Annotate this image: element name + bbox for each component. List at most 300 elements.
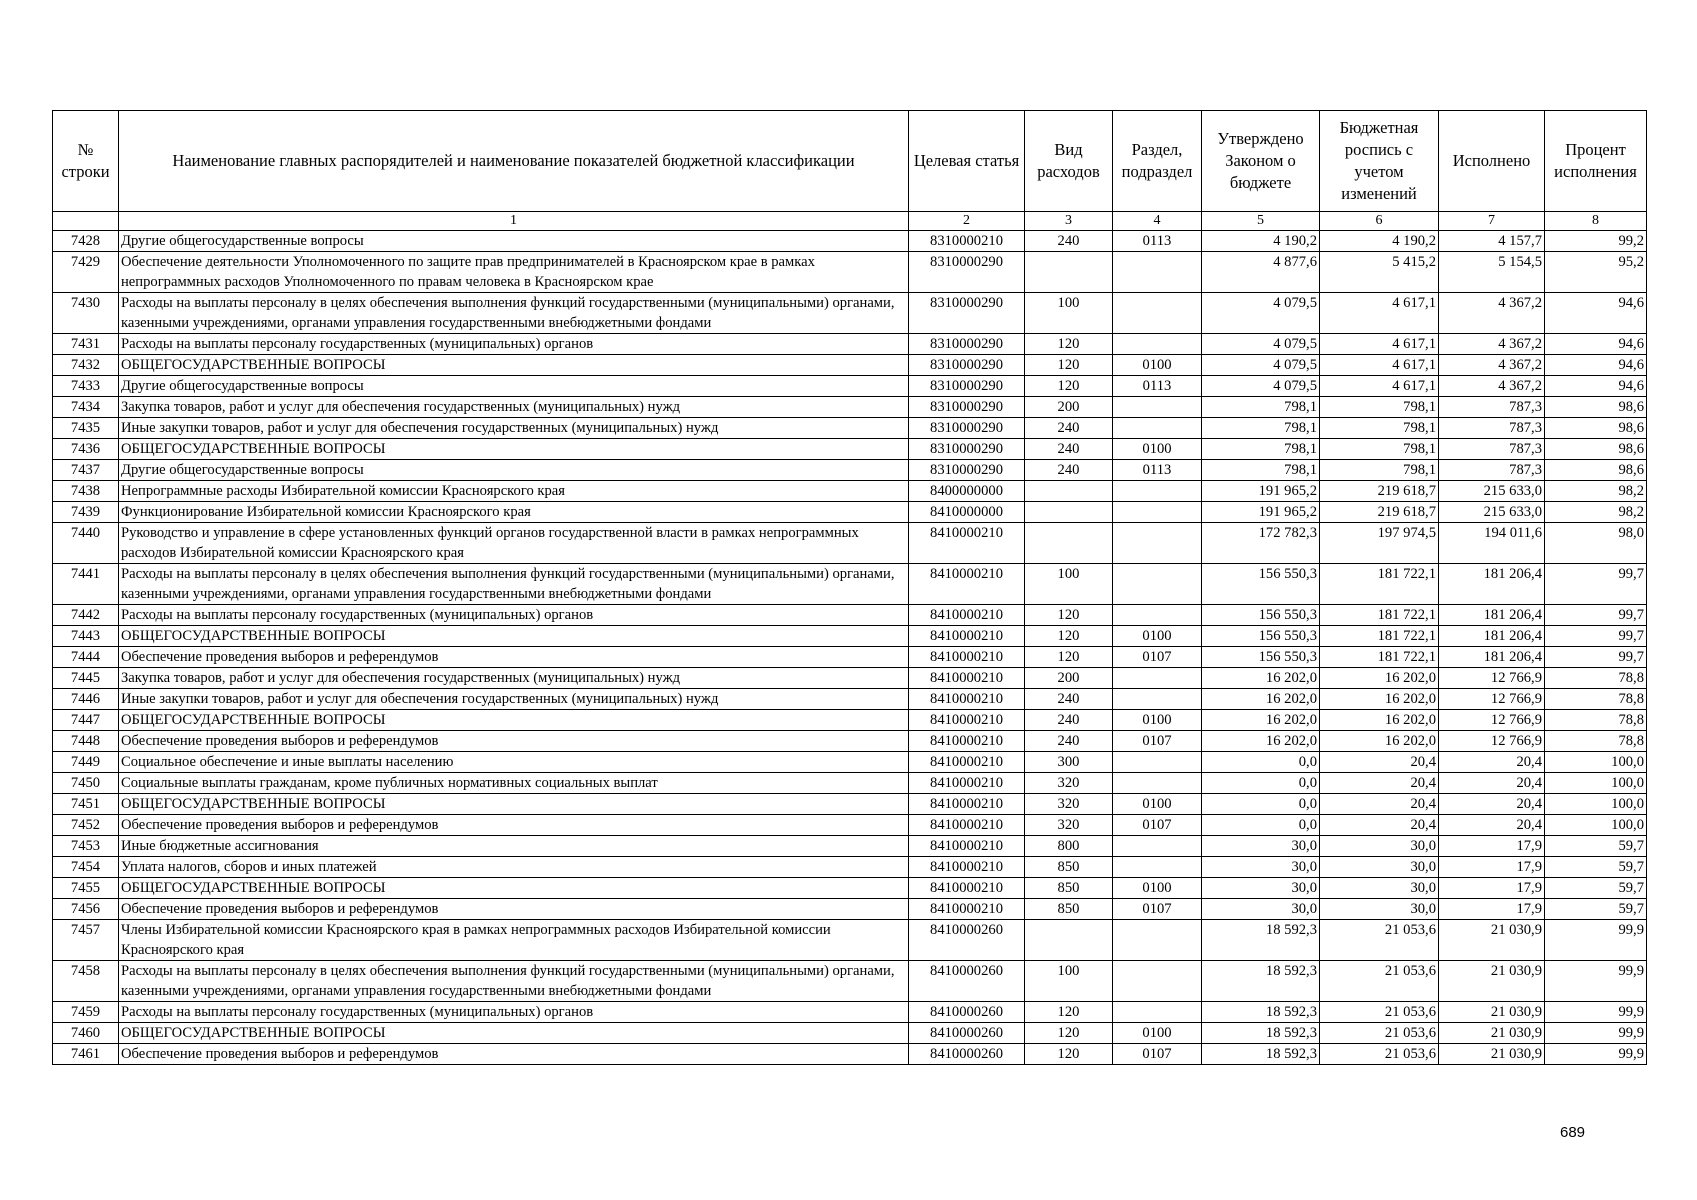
executed-cell: 21 030,9 <box>1439 961 1545 1002</box>
target-article-cell: 8410000210 <box>909 731 1025 752</box>
executed-cell: 181 206,4 <box>1439 626 1545 647</box>
table-row <box>53 920 1647 961</box>
percent-cell: 99,9 <box>1545 961 1647 1002</box>
target-article-cell: 8410000210 <box>909 899 1025 920</box>
executed-cell: 21 030,9 <box>1439 920 1545 961</box>
table-row <box>53 1023 1647 1044</box>
name-cell: Руководство и управление в сфере установленных функций органов государственной власти в рамках непрограммных расходов Избирательной комиссии Красноярского края <box>119 523 909 564</box>
name-cell: ОБЩЕГОСУДАРСТВЕННЫЕ ВОПРОСЫ <box>119 794 909 815</box>
percent-cell: 99,9 <box>1545 1002 1647 1023</box>
name-cell: Расходы на выплаты персоналу в целях обеспечения выполнения функций государственными (муниципальными) органами, казенными учреждениями, органами управления государственными внебюджетными фондами <box>119 564 909 605</box>
table-row <box>53 397 1647 418</box>
row-number-cell: 7447 <box>53 710 119 731</box>
target-article-cell: 8410000210 <box>909 689 1025 710</box>
approved-cell: 0,0 <box>1202 752 1320 773</box>
approved-cell: 16 202,0 <box>1202 668 1320 689</box>
expense-type-cell: 320 <box>1025 773 1113 794</box>
table-row <box>53 689 1647 710</box>
executed-cell: 181 206,4 <box>1439 647 1545 668</box>
header-name: Наименование главных распорядителей и наименование показателей бюджетной классификации <box>119 111 909 212</box>
row-number-cell: 7459 <box>53 1002 119 1023</box>
percent-cell: 99,9 <box>1545 920 1647 961</box>
target-article-cell: 8410000260 <box>909 1023 1025 1044</box>
header-section: Раздел, подраздел <box>1113 111 1202 212</box>
name-cell: ОБЩЕГОСУДАРСТВЕННЫЕ ВОПРОСЫ <box>119 1023 909 1044</box>
target-article-cell: 8310000210 <box>909 231 1025 252</box>
approved-cell: 18 592,3 <box>1202 920 1320 961</box>
header-executed: Исполнено <box>1439 111 1545 212</box>
expense-type-cell: 320 <box>1025 815 1113 836</box>
target-article-cell: 8410000260 <box>909 1044 1025 1065</box>
section-cell: 0107 <box>1113 1044 1202 1065</box>
approved-cell: 191 965,2 <box>1202 481 1320 502</box>
target-article-cell: 8310000290 <box>909 293 1025 334</box>
name-cell: ОБЩЕГОСУДАРСТВЕННЫЕ ВОПРОСЫ <box>119 355 909 376</box>
expense-type-cell: 240 <box>1025 439 1113 460</box>
budget-schedule-cell: 219 618,7 <box>1320 502 1439 523</box>
row-number-cell: 7440 <box>53 523 119 564</box>
approved-cell: 16 202,0 <box>1202 689 1320 710</box>
section-cell: 0113 <box>1113 231 1202 252</box>
name-cell: ОБЩЕГОСУДАРСТВЕННЫЕ ВОПРОСЫ <box>119 710 909 731</box>
column-numbering-row <box>53 212 1647 231</box>
executed-cell: 215 633,0 <box>1439 502 1545 523</box>
table-row <box>53 815 1647 836</box>
expense-type-cell: 120 <box>1025 1044 1113 1065</box>
section-cell <box>1113 689 1202 710</box>
name-cell: Обеспечение проведения выборов и референдумов <box>119 899 909 920</box>
executed-cell: 12 766,9 <box>1439 710 1545 731</box>
budget-schedule-cell: 21 053,6 <box>1320 1044 1439 1065</box>
table-row <box>53 605 1647 626</box>
section-cell <box>1113 1002 1202 1023</box>
percent-cell: 59,7 <box>1545 878 1647 899</box>
approved-cell: 4 079,5 <box>1202 293 1320 334</box>
percent-cell: 99,7 <box>1545 626 1647 647</box>
approved-cell: 0,0 <box>1202 794 1320 815</box>
table-row <box>53 752 1647 773</box>
expense-type-cell <box>1025 502 1113 523</box>
table-row <box>53 961 1647 1002</box>
executed-cell: 20,4 <box>1439 752 1545 773</box>
row-number-cell: 7458 <box>53 961 119 1002</box>
executed-cell: 181 206,4 <box>1439 605 1545 626</box>
header-percent: Процент исполнения <box>1545 111 1647 212</box>
percent-cell: 98,2 <box>1545 502 1647 523</box>
percent-cell: 59,7 <box>1545 899 1647 920</box>
table-row <box>53 1044 1647 1065</box>
row-number-cell: 7448 <box>53 731 119 752</box>
approved-cell: 172 782,3 <box>1202 523 1320 564</box>
budget-schedule-cell: 16 202,0 <box>1320 710 1439 731</box>
approved-cell: 18 592,3 <box>1202 1023 1320 1044</box>
section-cell: 0113 <box>1113 376 1202 397</box>
section-cell <box>1113 334 1202 355</box>
target-article-cell: 8400000000 <box>909 481 1025 502</box>
column-number: 3 <box>1025 212 1113 231</box>
section-cell: 0100 <box>1113 355 1202 376</box>
target-article-cell: 8410000210 <box>909 647 1025 668</box>
section-cell <box>1113 836 1202 857</box>
executed-cell: 4 157,7 <box>1439 231 1545 252</box>
section-cell <box>1113 397 1202 418</box>
expense-type-cell: 120 <box>1025 334 1113 355</box>
section-cell <box>1113 481 1202 502</box>
executed-cell: 4 367,2 <box>1439 355 1545 376</box>
name-cell: Закупка товаров, работ и услуг для обеспечения государственных (муниципальных) нужд <box>119 668 909 689</box>
row-number-cell: 7434 <box>53 397 119 418</box>
table-row <box>53 773 1647 794</box>
target-article-cell: 8310000290 <box>909 252 1025 293</box>
section-cell <box>1113 502 1202 523</box>
table-row <box>53 878 1647 899</box>
section-cell: 0107 <box>1113 899 1202 920</box>
approved-cell: 798,1 <box>1202 418 1320 439</box>
column-number: 7 <box>1439 212 1545 231</box>
row-number-cell: 7450 <box>53 773 119 794</box>
name-cell: Расходы на выплаты персоналу в целях обеспечения выполнения функций государственными (муниципальными) органами, казенными учреждениями, органами управления государственными внебюджетными фондами <box>119 293 909 334</box>
table-row <box>53 523 1647 564</box>
table-row <box>53 836 1647 857</box>
approved-cell: 191 965,2 <box>1202 502 1320 523</box>
percent-cell: 99,9 <box>1545 1023 1647 1044</box>
name-cell: Социальные выплаты гражданам, кроме публичных нормативных социальных выплат <box>119 773 909 794</box>
column-number: 8 <box>1545 212 1647 231</box>
name-cell: Иные закупки товаров, работ и услуг для обеспечения государственных (муниципальных) нужд <box>119 418 909 439</box>
table-row <box>53 1002 1647 1023</box>
table-row <box>53 252 1647 293</box>
section-cell <box>1113 605 1202 626</box>
approved-cell: 30,0 <box>1202 899 1320 920</box>
approved-cell: 18 592,3 <box>1202 1002 1320 1023</box>
table-row <box>53 460 1647 481</box>
expense-type-cell: 850 <box>1025 899 1113 920</box>
table-row <box>53 231 1647 252</box>
executed-cell: 787,3 <box>1439 418 1545 439</box>
row-number-cell: 7442 <box>53 605 119 626</box>
percent-cell: 100,0 <box>1545 794 1647 815</box>
name-cell: Члены Избирательной комиссии Красноярского края в рамках непрограммных расходов Избирательной комиссии Красноярского края <box>119 920 909 961</box>
header-approved: Утверждено Законом о бюджете <box>1202 111 1320 212</box>
row-number-cell: 7432 <box>53 355 119 376</box>
target-article-cell: 8410000210 <box>909 523 1025 564</box>
column-number: 6 <box>1320 212 1439 231</box>
name-cell: Другие общегосударственные вопросы <box>119 231 909 252</box>
row-number-cell: 7460 <box>53 1023 119 1044</box>
table-row <box>53 564 1647 605</box>
percent-cell: 99,9 <box>1545 1044 1647 1065</box>
target-article-cell: 8310000290 <box>909 376 1025 397</box>
percent-cell: 98,6 <box>1545 418 1647 439</box>
percent-cell: 59,7 <box>1545 857 1647 878</box>
section-cell <box>1113 920 1202 961</box>
budget-schedule-cell: 16 202,0 <box>1320 668 1439 689</box>
budget-schedule-cell: 30,0 <box>1320 899 1439 920</box>
approved-cell: 798,1 <box>1202 460 1320 481</box>
table-body <box>53 212 1647 1065</box>
approved-cell: 30,0 <box>1202 857 1320 878</box>
row-number-cell: 7452 <box>53 815 119 836</box>
expense-type-cell: 120 <box>1025 355 1113 376</box>
target-article-cell: 8410000210 <box>909 752 1025 773</box>
executed-cell: 4 367,2 <box>1439 376 1545 397</box>
executed-cell: 4 367,2 <box>1439 293 1545 334</box>
executed-cell: 4 367,2 <box>1439 334 1545 355</box>
name-cell: Другие общегосударственные вопросы <box>119 460 909 481</box>
name-cell: ОБЩЕГОСУДАРСТВЕННЫЕ ВОПРОСЫ <box>119 439 909 460</box>
target-article-cell: 8410000260 <box>909 920 1025 961</box>
executed-cell: 20,4 <box>1439 773 1545 794</box>
table-row <box>53 418 1647 439</box>
name-cell: Уплата налогов, сборов и иных платежей <box>119 857 909 878</box>
expense-type-cell <box>1025 920 1113 961</box>
row-number-cell: 7455 <box>53 878 119 899</box>
percent-cell: 99,7 <box>1545 647 1647 668</box>
executed-cell: 5 154,5 <box>1439 252 1545 293</box>
budget-schedule-cell: 16 202,0 <box>1320 731 1439 752</box>
budget-schedule-cell: 4 617,1 <box>1320 355 1439 376</box>
table-row <box>53 293 1647 334</box>
name-cell: Закупка товаров, работ и услуг для обеспечения государственных (муниципальных) нужд <box>119 397 909 418</box>
executed-cell: 17,9 <box>1439 857 1545 878</box>
expense-type-cell: 240 <box>1025 731 1113 752</box>
budget-schedule-cell: 219 618,7 <box>1320 481 1439 502</box>
row-number-cell: 7449 <box>53 752 119 773</box>
expense-type-cell: 120 <box>1025 1023 1113 1044</box>
expense-type-cell: 200 <box>1025 668 1113 689</box>
header-target-article: Целевая статья <box>909 111 1025 212</box>
approved-cell: 18 592,3 <box>1202 1044 1320 1065</box>
budget-schedule-cell: 21 053,6 <box>1320 920 1439 961</box>
table-row <box>53 481 1647 502</box>
target-article-cell: 8310000290 <box>909 418 1025 439</box>
budget-schedule-cell: 30,0 <box>1320 878 1439 899</box>
approved-cell: 30,0 <box>1202 878 1320 899</box>
row-number-cell: 7444 <box>53 647 119 668</box>
executed-cell: 215 633,0 <box>1439 481 1545 502</box>
row-number-cell: 7430 <box>53 293 119 334</box>
budget-table <box>52 110 1647 1065</box>
section-cell: 0100 <box>1113 1023 1202 1044</box>
approved-cell: 798,1 <box>1202 397 1320 418</box>
executed-cell: 20,4 <box>1439 815 1545 836</box>
expense-type-cell: 200 <box>1025 397 1113 418</box>
executed-cell: 787,3 <box>1439 397 1545 418</box>
budget-schedule-cell: 16 202,0 <box>1320 689 1439 710</box>
header-expense-type: Вид расходов <box>1025 111 1113 212</box>
executed-cell: 787,3 <box>1439 460 1545 481</box>
section-cell: 0100 <box>1113 710 1202 731</box>
approved-cell: 156 550,3 <box>1202 626 1320 647</box>
name-cell: ОБЩЕГОСУДАРСТВЕННЫЕ ВОПРОСЫ <box>119 878 909 899</box>
row-number-cell: 7446 <box>53 689 119 710</box>
target-article-cell: 8410000210 <box>909 878 1025 899</box>
section-cell: 0100 <box>1113 439 1202 460</box>
budget-schedule-cell: 21 053,6 <box>1320 1002 1439 1023</box>
expense-type-cell: 120 <box>1025 647 1113 668</box>
table-row <box>53 439 1647 460</box>
section-cell: 0113 <box>1113 460 1202 481</box>
percent-cell: 98,6 <box>1545 439 1647 460</box>
section-cell <box>1113 418 1202 439</box>
row-number-cell: 7457 <box>53 920 119 961</box>
approved-cell: 30,0 <box>1202 836 1320 857</box>
section-cell <box>1113 293 1202 334</box>
row-number-cell: 7451 <box>53 794 119 815</box>
section-cell: 0107 <box>1113 731 1202 752</box>
name-cell: Обеспечение проведения выборов и референдумов <box>119 731 909 752</box>
column-number: 2 <box>909 212 1025 231</box>
table-row <box>53 376 1647 397</box>
section-cell: 0107 <box>1113 647 1202 668</box>
approved-cell: 156 550,3 <box>1202 647 1320 668</box>
name-cell: Расходы на выплаты персоналу государственных (муниципальных) органов <box>119 1002 909 1023</box>
row-number-cell: 7456 <box>53 899 119 920</box>
section-cell <box>1113 564 1202 605</box>
percent-cell: 99,7 <box>1545 564 1647 605</box>
expense-type-cell: 850 <box>1025 857 1113 878</box>
target-article-cell: 8410000260 <box>909 961 1025 1002</box>
percent-cell: 98,2 <box>1545 481 1647 502</box>
row-number-cell: 7445 <box>53 668 119 689</box>
budget-schedule-cell: 798,1 <box>1320 397 1439 418</box>
section-cell: 0107 <box>1113 815 1202 836</box>
expense-type-cell: 120 <box>1025 605 1113 626</box>
target-article-cell: 8410000210 <box>909 773 1025 794</box>
row-number-cell: 7428 <box>53 231 119 252</box>
page-number: 689 <box>1560 1124 1586 1141</box>
row-number-cell: 7431 <box>53 334 119 355</box>
expense-type-cell: 100 <box>1025 293 1113 334</box>
budget-schedule-cell: 4 190,2 <box>1320 231 1439 252</box>
executed-cell: 194 011,6 <box>1439 523 1545 564</box>
target-article-cell: 8310000290 <box>909 355 1025 376</box>
name-cell: Другие общегосударственные вопросы <box>119 376 909 397</box>
budget-schedule-cell: 30,0 <box>1320 857 1439 878</box>
table-row <box>53 731 1647 752</box>
target-article-cell: 8310000290 <box>909 397 1025 418</box>
expense-type-cell: 850 <box>1025 878 1113 899</box>
executed-cell: 17,9 <box>1439 836 1545 857</box>
executed-cell: 21 030,9 <box>1439 1023 1545 1044</box>
section-cell: 0100 <box>1113 794 1202 815</box>
section-cell <box>1113 773 1202 794</box>
budget-schedule-cell: 20,4 <box>1320 773 1439 794</box>
row-number-cell: 7435 <box>53 418 119 439</box>
row-number-cell: 7441 <box>53 564 119 605</box>
column-number: 5 <box>1202 212 1320 231</box>
expense-type-cell <box>1025 523 1113 564</box>
budget-schedule-cell: 20,4 <box>1320 815 1439 836</box>
budget-schedule-cell: 181 722,1 <box>1320 605 1439 626</box>
approved-cell: 4 079,5 <box>1202 376 1320 397</box>
name-cell: Обеспечение проведения выборов и референдумов <box>119 647 909 668</box>
name-cell: Обеспечение деятельности Уполномоченного по защите прав предпринимателей в Красноярском крае в рамках непрограммных расходов Уполномоченного по правам человека в Красноярском крае <box>119 252 909 293</box>
table-row <box>53 794 1647 815</box>
name-cell: Социальное обеспечение и иные выплаты населению <box>119 752 909 773</box>
row-number-cell: 7461 <box>53 1044 119 1065</box>
name-cell: Обеспечение проведения выборов и референдумов <box>119 1044 909 1065</box>
percent-cell: 94,6 <box>1545 293 1647 334</box>
table-row <box>53 857 1647 878</box>
header-row-no: № строки <box>53 111 119 212</box>
target-article-cell: 8410000210 <box>909 605 1025 626</box>
header-budget-schedule: Бюджетная роспись с учетом изменений <box>1320 111 1439 212</box>
budget-schedule-cell: 181 722,1 <box>1320 647 1439 668</box>
approved-cell: 4 079,5 <box>1202 334 1320 355</box>
executed-cell: 12 766,9 <box>1439 668 1545 689</box>
approved-cell: 156 550,3 <box>1202 564 1320 605</box>
row-number-cell: 7443 <box>53 626 119 647</box>
percent-cell: 78,8 <box>1545 731 1647 752</box>
name-cell: Расходы на выплаты персоналу государственных (муниципальных) органов <box>119 334 909 355</box>
row-number-cell: 7437 <box>53 460 119 481</box>
name-cell: Функционирование Избирательной комиссии Красноярского края <box>119 502 909 523</box>
target-article-cell: 8410000210 <box>909 857 1025 878</box>
percent-cell: 98,0 <box>1545 523 1647 564</box>
approved-cell: 0,0 <box>1202 773 1320 794</box>
approved-cell: 4 079,5 <box>1202 355 1320 376</box>
executed-cell: 181 206,4 <box>1439 564 1545 605</box>
name-cell: Расходы на выплаты персоналу в целях обеспечения выполнения функций государственными (муниципальными) органами, казенными учреждениями, органами управления государственными внебюджетными фондами <box>119 961 909 1002</box>
approved-cell: 4 877,6 <box>1202 252 1320 293</box>
budget-schedule-cell: 181 722,1 <box>1320 626 1439 647</box>
name-cell: Иные бюджетные ассигнования <box>119 836 909 857</box>
expense-type-cell: 120 <box>1025 1002 1113 1023</box>
target-article-cell: 8410000260 <box>909 1002 1025 1023</box>
row-number-cell: 7433 <box>53 376 119 397</box>
percent-cell: 94,6 <box>1545 334 1647 355</box>
budget-schedule-cell: 197 974,5 <box>1320 523 1439 564</box>
executed-cell: 21 030,9 <box>1439 1002 1545 1023</box>
section-cell: 0100 <box>1113 626 1202 647</box>
budget-schedule-cell: 30,0 <box>1320 836 1439 857</box>
budget-schedule-cell: 21 053,6 <box>1320 961 1439 1002</box>
approved-cell: 798,1 <box>1202 439 1320 460</box>
budget-schedule-cell: 20,4 <box>1320 752 1439 773</box>
expense-type-cell: 240 <box>1025 231 1113 252</box>
target-article-cell: 8410000210 <box>909 564 1025 605</box>
approved-cell: 18 592,3 <box>1202 961 1320 1002</box>
executed-cell: 787,3 <box>1439 439 1545 460</box>
percent-cell: 98,6 <box>1545 397 1647 418</box>
executed-cell: 20,4 <box>1439 794 1545 815</box>
section-cell <box>1113 523 1202 564</box>
name-cell: Иные закупки товаров, работ и услуг для обеспечения государственных (муниципальных) нужд <box>119 689 909 710</box>
budget-schedule-cell: 21 053,6 <box>1320 1023 1439 1044</box>
table-row <box>53 334 1647 355</box>
expense-type-cell: 100 <box>1025 564 1113 605</box>
section-cell <box>1113 252 1202 293</box>
column-number: 4 <box>1113 212 1202 231</box>
budget-schedule-cell: 798,1 <box>1320 439 1439 460</box>
expense-type-cell: 320 <box>1025 794 1113 815</box>
name-cell: ОБЩЕГОСУДАРСТВЕННЫЕ ВОПРОСЫ <box>119 626 909 647</box>
executed-cell: 12 766,9 <box>1439 731 1545 752</box>
expense-type-cell: 300 <box>1025 752 1113 773</box>
section-cell <box>1113 668 1202 689</box>
percent-cell: 100,0 <box>1545 752 1647 773</box>
column-number: 1 <box>119 212 909 231</box>
expense-type-cell: 240 <box>1025 689 1113 710</box>
percent-cell: 78,8 <box>1545 689 1647 710</box>
target-article-cell: 8310000290 <box>909 439 1025 460</box>
percent-cell: 78,8 <box>1545 710 1647 731</box>
table-row <box>53 502 1647 523</box>
name-cell: Обеспечение проведения выборов и референдумов <box>119 815 909 836</box>
expense-type-cell: 240 <box>1025 418 1113 439</box>
expense-type-cell <box>1025 481 1113 502</box>
